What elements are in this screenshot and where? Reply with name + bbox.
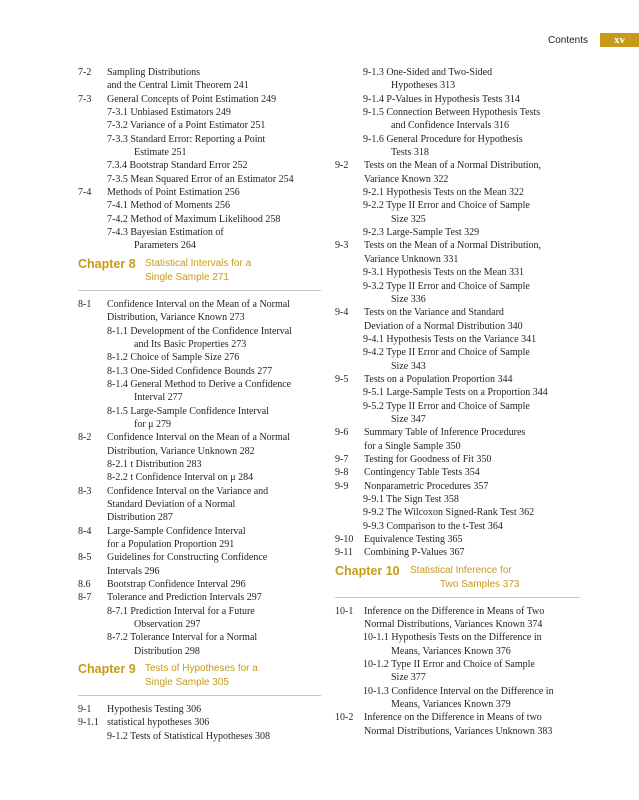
entry-title: 10-1.3 Confidence Interval on the Difference in [363,685,554,697]
toc-entry[interactable] [335,119,580,132]
toc-entry[interactable] [335,320,580,333]
toc-entry[interactable] [78,93,321,106]
toc-entry[interactable] [335,280,580,293]
entry-title: Size 377 [391,672,426,684]
entry-title: Normal Distributions, Variances Known 374 [364,619,543,631]
entry-title: 8-1.4 General Method to Derive a Confidence [107,378,292,390]
entry-title: Tests 318 [391,147,429,159]
toc-entry[interactable] [335,253,580,266]
toc-entry[interactable] [335,133,580,146]
toc-entry[interactable] [78,551,321,564]
section-number: 8-5 [78,552,92,564]
toc-entry[interactable] [335,711,580,724]
entry-title: 9-4.1 Hypothesis Tests on the Variance 341 [363,333,537,345]
toc-entry[interactable] [335,106,580,119]
entry-title: Normal Distributions, Variances Unknown 383 [364,725,553,737]
toc-entry[interactable] [335,146,580,159]
entry-title: statistical hypotheses 306 [107,717,210,729]
section-number: 7-3 [78,93,92,105]
section-number: 9-1.1 [78,717,99,729]
entry-title: 9-9.1 The Sign Test 358 [363,494,459,505]
toc-entry[interactable] [78,605,321,618]
entry-title: Equivalence Testing 365 [364,534,463,546]
entry-title: 9-2.1 Hypothesis Tests on the Mean 322 [363,187,525,199]
toc-entry[interactable] [78,511,321,524]
entry-title: 9-5.1 Large-Sample Tests on a Proportion 344 [363,387,548,399]
section-number: 9-1 [78,704,92,716]
entry-title: 9-1.4 P-Values in Hypothesis Tests 314 [363,93,520,105]
entry-title: 10-1.2 Type II Error and Choice of Sample [363,659,535,671]
chapter-label: Chapter 8 [78,256,136,271]
toc-entry[interactable] [335,631,580,644]
entry-title: 9-5.2 Type II Error and Choice of Sample [363,400,530,412]
entry-title: 7-4.2 Method of Maximum Likelihood 258 [107,213,281,225]
entry-title: Variance Unknown 331 [364,253,459,265]
entry-title: Bootstrap Confidence Interval 296 [107,579,246,591]
toc-entry[interactable] [335,493,580,506]
entry-title: Tolerance and Prediction Intervals 297 [107,592,262,604]
toc-entry[interactable] [335,480,580,493]
entry-title: Size 347 [391,413,426,425]
entry-title: Confidence Interval on the Mean of a Normal [107,298,290,310]
entry-title: Size 336 [391,293,426,305]
entry-title: 8-1.3 One-Sided Confidence Bounds 277 [107,365,273,377]
toc-entry[interactable] [78,298,321,311]
running-header [548,33,639,47]
page-number-badge: xv [600,33,639,47]
entry-title: 7-3.3 Standard Error: Reporting a Point [107,133,266,145]
entry-title: Size 343 [391,360,426,372]
entry-title: Standard Deviation of a Normal [107,498,236,510]
entry-title: 7-4.1 Method of Moments 256 [107,200,231,212]
entry-title: 9-3.2 Type II Error and Choice of Sample [363,280,530,292]
entry-title: 7-3.5 Mean Squared Error of an Estimator 254 [107,173,294,185]
entry-title: Tests on the Mean of a Normal Distribution, [364,160,542,172]
toc-entry[interactable] [335,226,580,239]
toc-entry[interactable] [78,146,321,159]
section-number: 8-2 [78,432,92,444]
toc-entry[interactable] [78,591,321,604]
toc-entry[interactable] [78,445,321,458]
section-number: 8-4 [78,525,92,537]
entry-title: Hypotheses 313 [391,80,456,92]
toc-entry[interactable] [78,325,321,338]
toc-entry[interactable] [78,378,321,391]
entry-title: for a Single Sample 350 [364,440,461,452]
entry-title: Distribution 287 [107,512,173,524]
section-number: 8.6 [78,579,91,591]
entry-title: for a Population Proportion 291 [107,539,235,550]
entry-title: Large-Sample Confidence Interval [107,525,246,537]
section-number: 9-5 [335,373,349,385]
toc-entry[interactable] [335,400,580,413]
entry-title: Means, Variances Known 376 [391,645,511,657]
chapter-heading[interactable] [78,257,321,291]
entry-title: Tests on the Mean of a Normal Distribution, [364,240,542,252]
chapter-heading[interactable] [335,564,580,598]
entry-title: Confidence Interval on the Mean of a Normal [107,432,290,444]
entry-title: Summary Table of Inference Procedures [364,427,526,439]
toc-entry[interactable] [78,199,321,212]
toc-entry[interactable] [335,66,580,79]
toc-entry[interactable] [335,199,580,212]
toc-entry[interactable] [335,440,580,453]
toc-entry[interactable] [335,386,580,399]
toc-entry[interactable] [78,226,321,239]
entry-title: Tests on the Variance and Standard [364,307,504,319]
toc-entry[interactable] [78,645,321,658]
section-number: 9-11 [335,547,353,559]
toc-entry[interactable] [335,506,580,519]
toc-entry[interactable] [78,565,321,578]
section-number: 9-8 [335,467,349,479]
entry-title: 8-7.1 Prediction Interval for a Future [107,605,255,617]
entry-title: Tests on a Population Proportion 344 [364,373,513,385]
running-header-title: Contents [547,34,588,46]
toc-entry[interactable] [78,119,321,132]
toc-entry[interactable] [78,471,321,484]
chapter-label: Chapter 10 [335,563,400,578]
toc-entry[interactable] [78,213,321,226]
entry-title: Nonparametric Procedures 357 [364,480,489,492]
toc-entry[interactable] [78,618,321,631]
entry-title: Variance Known 322 [364,173,449,185]
entry-title: 9-1.2 Tests of Statistical Hypotheses 308 [107,730,270,742]
toc-entry[interactable] [78,365,321,378]
section-number: 8-1 [78,298,92,310]
toc-entry[interactable] [78,351,321,364]
entry-title: 9-9.3 Comparison to the t-Test 364 [363,520,503,532]
entry-title: and Its Basic Properties 273 [134,338,247,350]
toc-entry[interactable] [78,418,321,431]
toc-right-column [335,66,580,738]
toc-entry[interactable] [78,498,321,511]
toc-entry[interactable] [335,360,580,373]
entry-title: Contingency Table Tests 354 [364,467,480,479]
toc-entry[interactable] [335,293,580,306]
toc-entry[interactable] [78,186,321,199]
entry-title: 10-1.1 Hypothesis Tests on the Difference in [363,632,542,644]
entry-title: Combining P-Values 367 [364,547,465,559]
toc-entry[interactable] [78,431,321,444]
toc-entry[interactable] [78,66,321,79]
entry-title: Testing for Goodness of Fit 350 [364,453,492,465]
toc-entry[interactable] [78,730,321,743]
toc-entry[interactable] [335,346,580,359]
entry-title: 8-1.2 Choice of Sample Size 276 [107,352,240,364]
toc-entry[interactable] [78,578,321,591]
entry-title: 9-2.2 Type II Error and Choice of Sample [363,200,530,212]
toc-entry[interactable] [335,698,580,711]
entry-title: Sampling Distributions [107,67,201,78]
toc-entry[interactable] [335,645,580,658]
toc-entry[interactable] [335,413,580,426]
toc-entry[interactable] [78,631,321,644]
toc-entry[interactable] [335,546,580,559]
toc-entry[interactable] [78,159,321,172]
toc-entry[interactable] [335,79,580,92]
chapter-title-line: Tests of Hypotheses for a [145,663,258,675]
chapter-title-line: Statistical Intervals for a [145,257,252,269]
toc-entry[interactable] [335,466,580,479]
toc-entry[interactable] [335,159,580,172]
toc-entry[interactable] [335,658,580,671]
toc-entry[interactable] [335,93,580,106]
entry-title: 7-3.1 Unbiased Estimators 249 [107,107,231,119]
toc-entry[interactable] [335,618,580,631]
entry-title: 9-9.2 The Wilcoxon Signed-Rank Test 362 [363,507,535,519]
toc-entry[interactable] [78,703,321,716]
entry-title: 8-2.1 t Distribution 283 [107,458,202,470]
toc-entry[interactable] [335,426,580,439]
toc-entry[interactable] [78,106,321,119]
chapter-title-line: Single Sample 305 [145,677,229,689]
section-number: 9-9 [335,480,349,492]
toc-entry[interactable] [335,533,580,546]
section-number: 10-2 [335,712,354,724]
entry-title: Size 325 [391,213,426,225]
entry-title: Guidelines for Constructing Confidence [107,552,268,564]
toc-left-column [78,66,321,743]
entry-title: for μ 279 [134,418,172,430]
entry-title: 8-7.2 Tolerance Interval for a Normal [107,632,258,644]
entry-title: Observation 297 [134,619,201,631]
entry-title: 8-2.2 t Confidence Interval on μ 284 [107,472,254,484]
section-number: 9-2 [335,160,349,172]
entry-title: 8-1.1 Development of the Confidence Interval [107,325,292,337]
entry-title: Distribution 298 [134,645,200,657]
toc-entry[interactable] [78,405,321,418]
chapter-title-line: Single Sample 271 [145,271,229,283]
toc-entry[interactable] [78,133,321,146]
section-number: 7-2 [78,67,92,78]
entry-title: Interval 277 [134,392,183,404]
chapter-label: Chapter 9 [78,662,136,677]
toc-entry[interactable] [78,391,321,404]
toc-entry[interactable] [335,453,580,466]
toc-entry[interactable] [78,311,321,324]
entry-title: 9-3.1 Hypothesis Tests on the Mean 331 [363,267,525,279]
entry-title: 9-2.3 Large-Sample Test 329 [363,227,480,239]
toc-entry[interactable] [78,173,321,186]
entry-title: Distribution, Variance Unknown 282 [107,445,255,457]
toc-entry[interactable] [335,373,580,386]
entry-title: 7.3.4 Bootstrap Standard Error 252 [107,160,248,172]
toc-entry[interactable] [78,338,321,351]
entry-title: Inference on the Difference in Means of two [364,712,542,724]
entry-title: 9-1.3 One-Sided and Two-Sided [363,67,493,78]
toc-entry[interactable] [335,306,580,319]
section-number: 9-7 [335,453,349,465]
toc-entry[interactable] [335,333,580,346]
section-number: 8-7 [78,592,92,604]
toc-entry[interactable] [335,266,580,279]
toc-entry[interactable] [78,485,321,498]
entry-title: Means, Variances Known 379 [391,699,511,711]
entry-title: Intervals 296 [107,565,160,577]
entry-title: 7-3.2 Variance of a Point Estimator 251 [107,120,266,132]
section-number: 9-4 [335,307,349,319]
toc-entry[interactable] [335,239,580,252]
toc-entry[interactable] [78,79,321,92]
toc-entry[interactable] [335,213,580,226]
toc-entry[interactable] [78,538,321,551]
toc-entry[interactable] [335,725,580,738]
entry-title: 8-1.5 Large-Sample Confidence Interval [107,405,269,417]
chapter-heading[interactable] [78,662,321,696]
toc-entry[interactable] [335,605,580,618]
section-number: 7-4 [78,187,92,199]
entry-title: Estimate 251 [134,147,187,159]
toc-entry[interactable] [335,186,580,199]
toc-entry[interactable] [78,525,321,538]
section-number: 9-10 [335,534,354,546]
entry-title: and Confidence Intervals 316 [391,120,510,132]
entry-title: Parameters 264 [134,240,196,252]
section-number: 9-6 [335,427,349,439]
toc-entry[interactable] [335,173,580,186]
entry-title: Hypothesis Testing 306 [107,704,202,716]
entry-title: and the Central Limit Theorem 241 [107,80,249,92]
toc-entry[interactable] [335,671,580,684]
entry-title: 9-1.5 Connection Between Hypothesis Tests [363,107,541,119]
entry-title: Distribution, Variance Known 273 [107,312,245,324]
section-number: 9-3 [335,240,349,252]
toc-entry[interactable] [335,685,580,698]
chapter-title-line: Two Samples 373 [440,578,520,590]
entry-title: 9-4.2 Type II Error and Choice of Sample [363,347,530,359]
entry-title: Inference on the Difference in Means of Two [364,605,545,617]
toc-entry[interactable] [335,520,580,533]
entry-title: 9-1.6 General Procedure for Hypothesis [363,133,523,145]
toc-entry[interactable] [78,458,321,471]
toc-entry[interactable] [78,716,321,729]
entry-title: Deviation of a Normal Distribution 340 [364,320,523,332]
section-number: 10-1 [335,605,354,617]
section-number: 8-3 [78,485,92,497]
chapter-title-line: Statistical Inference for [410,564,512,576]
toc-entry[interactable] [78,239,321,252]
entry-title: Confidence Interval on the Variance and [107,485,269,497]
entry-title: General Concepts of Point Estimation 249 [107,93,277,105]
entry-title: Methods of Point Estimation 256 [107,187,240,199]
entry-title: 7-4.3 Bayesian Estimation of [107,227,224,239]
